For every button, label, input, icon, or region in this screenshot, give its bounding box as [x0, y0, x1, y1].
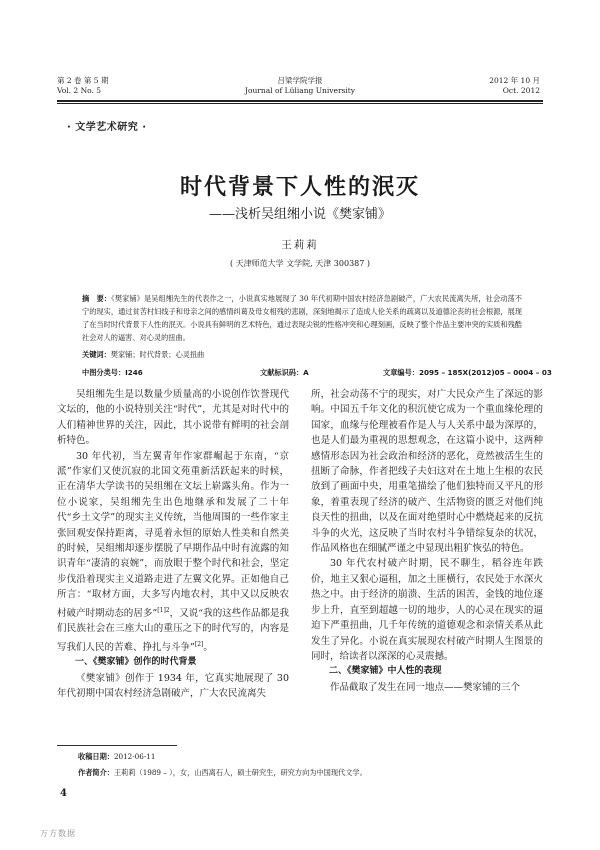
author-affiliation: ( 天津师范大学 文学院, 天津 300387 ) — [229, 259, 371, 268]
header-rule-thick — [57, 100, 543, 102]
article-number: 文章编号：2095 – 185X(2012)05 – 0004 – 03 — [383, 368, 552, 377]
volume-en: Vol. 2 No. 5 — [57, 86, 102, 95]
abstract — [82, 292, 522, 344]
citation: [2] — [194, 640, 204, 648]
journal-name-en: Journal of Lüliang University — [244, 86, 356, 95]
footnote-rule — [57, 745, 177, 746]
journal-name-cn: 吕梁学院学报 — [277, 76, 323, 85]
received-date — [78, 752, 155, 762]
body-text: 30 年代初，当左翼青年作家群崛起于东南，“京派”作家们又使沉寂的北国文苑重新活跃起来的时候，正在清华大学读书的吴组缃在文坛上崭露头角。作为一位小说家，吴组缃先生出色地继承和发展了二十年代“乡土文学”的现实主义传统，当他周围的一些作家主张回观安保持距离，寻觅着永恒的原始人性美和自然美的时候，吴组缃却逐步摆脱了早期作品中时有流露的知识青年“凄清的哀婉”，而放眼于整个时代和社会，坚定步伐沿着现实主义道路走进了左翼文化界。正如他自己所言：“取材方面，大多写内地农村，其中又以反映农村破产时期动态的居多” — [57, 450, 289, 619]
body-paragraph: 30 年代农村破产时期，民不聊生，稻谷连年跌价，地主又狠心逼租，加之土匪横行，农民处于水深火热之中。由于经济的崩溃、生活的困苦，金钱的地位逐步上升，直至到超越一切的地步，人的心灵在现实的逼迫下严重扭曲，几千年传统的道德观念和亲情关系从此发生了异化。小说在真实展现农村破产时期人生图景的同时，给读者以深深的心灵震撼。 — [311, 558, 543, 662]
abstract-label: 摘 要： — [82, 294, 112, 303]
body-column-left — [57, 387, 289, 701]
received-label: 收稿日期： — [78, 752, 114, 761]
document-code: 文献标识码：A — [260, 368, 309, 377]
keywords-label: 关键词： — [82, 350, 111, 359]
body-paragraph: 所，社会动荡不宁的现实，对广大民众产生了深远的影响。中国五千年文化的积沉使它成为一个重血缘伦理的国家，血缘与伦理被看作是人与人关系中最为深厚的，也是人们最为重视的思想观念，在这篇小说中，这两种感情形态因为社会政治和经济的恶化，竟然被活生生的扭断了命脉，作者把线子夫妇这对在土地上生根的农民放到了画面中央，用重笔描绘了他们独特而又平凡的形象，着重表现了经济的破产、生活物资的匮乏对他们纯良天性的扭曲，以及在面对绝望时心中燃烧起来的反抗斗争的火光，这反映了当时农村斗争错综复杂的状况，作品风格也在细腻严谨之中显现出粗犷恢弘的特色。 — [311, 389, 543, 555]
body-paragraph — [57, 449, 289, 656]
article-subtitle: ——浅析吴组缃小说《樊家铺》 — [208, 207, 391, 222]
section-heading: 二、《樊家铺》中人性的表现 — [329, 666, 442, 677]
body-paragraph: 吴组缃先生是以数量少质量高的小说创作饮誉现代文坛的，他的小说特别关注“时代”，尤其是对时代中的人们精神世界的关注，因此，其小说带有鲜明的社会剖析特色。 — [57, 389, 289, 447]
body-paragraph: 作品截取了发生在同一地点——樊家铺的三个 — [330, 681, 521, 693]
section-heading: 一、《樊家铺》创作的时代背景 — [75, 657, 197, 668]
date-cn: 2012 年 10 月 — [489, 76, 540, 85]
author-name: 王莉莉 — [281, 239, 319, 251]
author-bio — [78, 768, 367, 778]
keywords-text: 樊家铺；时代背景；心灵扭曲 — [110, 350, 205, 359]
clc-number: 中图分类号：I246 — [82, 368, 143, 377]
page-number: 4 — [60, 788, 67, 799]
bio-label: 作者简介： — [78, 768, 114, 777]
body-paragraph: 《樊家铺》创作于 1934 年，它真实地展现了 30 年代初期中国农村经济急剧破产，广大农民流离失 — [57, 672, 289, 700]
received-value: 2012-06-11 — [113, 752, 156, 761]
bio-value: 王莉莉（1989 – ），女，山西离石人，硕士研究生，研究方向为中国现代文学。 — [113, 768, 367, 777]
date-en: Oct. 2012 — [502, 86, 540, 95]
journal-date — [489, 76, 540, 96]
article-title: 时代背景下人性的泯灭 — [179, 175, 420, 200]
abstract-text: 《樊家铺》是吴组缃先生的代表作之一，小说真实地展现了 30 年代初期中国农村经济急剧破产，广大农民流离失所，社会动荡不宁的现实，通过贫苦村妇线子和母亲之间的感情纠葛及母女相残的悲剧，深刻地揭示了造成人伦关系的疏离以及道德沦丧的社会根源，展现了在当时时代背景下人性的泯灭。小说具有鲜明的艺术特色，通过表现尖锐的性格冲突和心理刻画，反映了整个作品主要冲突的实质和残酷社会对人的逼害、对心灵的扭曲。 — [82, 294, 522, 342]
header-rule-thin — [57, 103, 543, 104]
volume-cn: 第 2 卷 第 5 期 — [57, 76, 109, 85]
citation: [1]2 — [157, 606, 170, 614]
keywords — [82, 350, 522, 360]
body-text: ，又说“我的这些作品都是我们民族社会在三座大山的重压之下的时代写的，内容是写我们人民的苦难、挣扎与斗争” — [57, 607, 290, 653]
watermark: 万方数据 — [40, 829, 76, 838]
body-column-right — [311, 387, 543, 695]
section-tag: · 文学艺术研究 · — [67, 122, 147, 133]
body-text: 。 — [203, 641, 213, 653]
